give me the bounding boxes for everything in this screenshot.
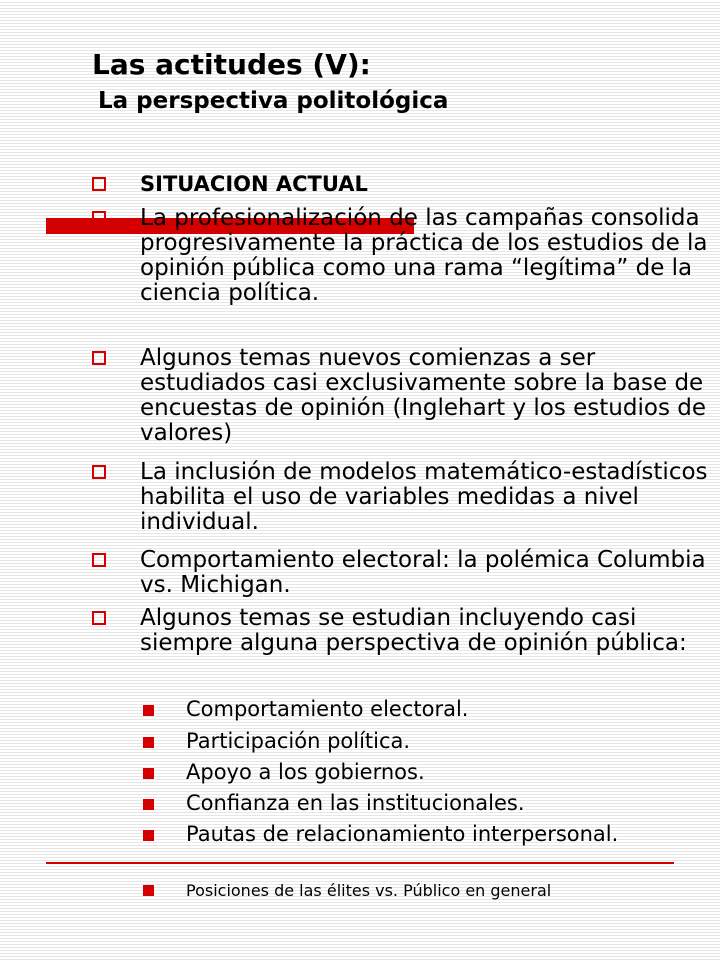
bullet-text: La inclusión de modelos matemático-estadísticos habilita el uso de variables medidas a nivel individual. (140, 459, 708, 535)
slide-subtitle: La perspectiva politológica (98, 88, 449, 114)
filled-square-bullet-icon (143, 830, 154, 841)
hollow-square-bullet-icon (92, 465, 106, 479)
hollow-square-bullet-icon (92, 351, 106, 365)
bullet-item (92, 346, 712, 446)
filled-square-bullet-icon (143, 799, 154, 810)
sub-bullet-item (143, 880, 703, 901)
bullet-item (92, 606, 712, 656)
bullet-item (92, 548, 712, 598)
bullet-text: SITUACION ACTUAL (140, 172, 368, 196)
sub-bullet-item (143, 730, 703, 753)
filled-square-bullet-icon (143, 737, 154, 748)
hollow-square-bullet-icon (92, 553, 106, 567)
sub-bullet-text: Participación política. (186, 729, 411, 753)
bullet-item (92, 460, 712, 535)
sub-bullet-text: Posiciones de las élites vs. Público en general (186, 881, 552, 900)
bullet-item (92, 206, 712, 306)
bullet-text: La profesionalización de las campañas consolida progresivamente la práctica de los estudios de la opinión pública como una rama “legítima” de la ciencia política. (140, 205, 708, 306)
hollow-square-bullet-icon (92, 211, 106, 225)
bullet-item (92, 172, 712, 197)
bullet-text: Comportamiento electoral: la polémica Columbia vs. Michigan. (140, 547, 706, 598)
sub-bullet-text: Pautas de relacionamiento interpersonal. (186, 822, 619, 846)
filled-square-bullet-icon (143, 768, 154, 779)
bullet-text: Algunos temas se estudian incluyendo casi siempre alguna perspectiva de opinión pública: (140, 605, 687, 656)
sub-bullet-text: Comportamiento electoral. (186, 697, 469, 721)
sub-bullet-item (143, 823, 703, 846)
sub-bullet-text: Apoyo a los gobiernos. (186, 760, 425, 784)
sub-bullet-text: Confianza en las institucionales. (186, 791, 525, 815)
bullet-text: Algunos temas nuevos comienzas a ser estudiados casi exclusivamente sobre la base de encuestas de opinión (Inglehart y los estudios de valores) (140, 345, 706, 446)
filled-square-bullet-icon (143, 885, 154, 896)
slide-title: Las actitudes (V): (92, 48, 371, 81)
sub-bullet-item (143, 792, 703, 815)
hollow-square-bullet-icon (92, 177, 106, 191)
sub-bullet-item (143, 761, 703, 784)
sub-bullet-item (143, 698, 703, 721)
hollow-square-bullet-icon (92, 611, 106, 625)
decorative-red-line (46, 862, 674, 864)
filled-square-bullet-icon (143, 705, 154, 716)
